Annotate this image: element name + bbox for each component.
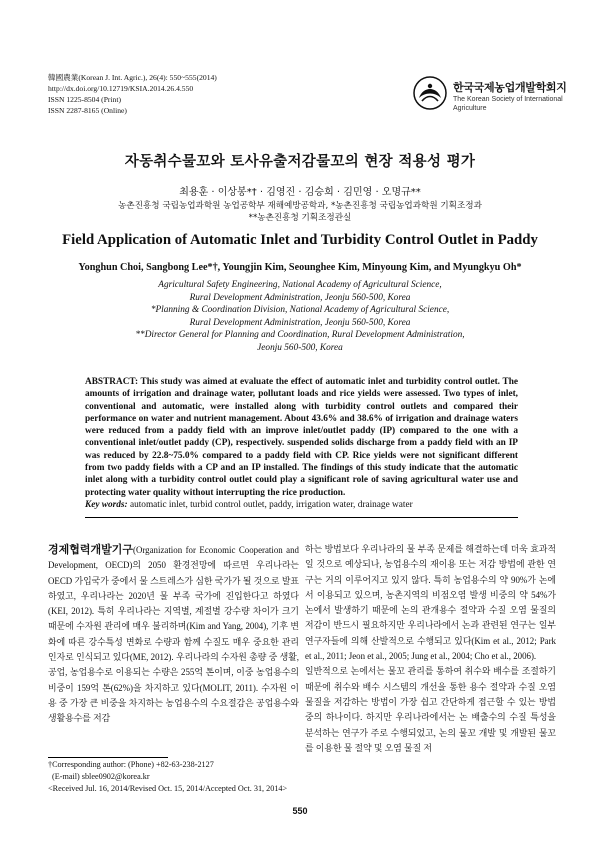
title-korean: 자동취수물꼬와 토사유출저감물꼬의 현장 적용성 평가 (124, 154, 476, 170)
received-dates: <Received Jul. 16, 2014/Revised Oct. 15, 2014/Accepted Oct. 31, 2014> (48, 784, 288, 793)
authors-korean: 최용훈 · 이상봉*† · 김영진 · 김승희 · 김민영 · 오명규** (179, 187, 421, 198)
journal-header (48, 72, 217, 116)
keywords (85, 500, 518, 510)
authors-english: Yonghun Choi, Sangbong Lee*†, Youngjin Kim, Seounghee Kim, Minyoung Kim, and Myungkyu Oh* (78, 262, 522, 273)
body-column-right: 하는 방법보다 우리나라의 물 부족 문제를 해결하는데 더욱 효과적일 것으로 예상되나, 농업용수의 재이용 또는 저감 방법에 관한 연구는 거의 이루어지고 있지 않다. 특히 농업용수의 약 90%가 논에서 이용되고 있으며, 농촌지역의 비점오염 발생 비중의 약 54%가 논에서 발생하기 때문에 논의 관개용수 절약과 수질 오염 물질의 저감이 반드시 필요하지만 우리나라에서 논과 관련된 연구는 일부 연구자들에 의해 산발적으로 수행되고 있다(Kim et al., 2012; Park et al., 2011; Jeon et al., 2005; Jung et al., 2004; Cho et al., 2006). 일반적으로 논에서는 물꼬 관리를 통하여 취수와 배수를 조절하기 때문에 취수와 배수 시스템의 개선을 통한 용수 절약과 수질 오염 물질을 저감하는 방법이 가장 쉽고 간단하게 접근할 수 있는 방법 중의 하나이다. 하지만 우리나라에서는 논 배출수의 수질 특성을 분석하는 연구가 주로 수행되었고, 논의 물꼬 개발 및 개발된 물꼬를 이용한 물 절약 및 오염 물질 저 (305, 544, 556, 753)
journal-citation: 韓國農業(Korean J. Int. Agric.), 26(4): 550~555(2014) (48, 73, 217, 82)
keywords-label: Key words: (85, 500, 128, 510)
title-english: Field Application of Automatic Inlet and Turbidity Control Outlet in Paddy (62, 232, 538, 248)
society-emblem-icon (413, 76, 447, 110)
body-column-left (48, 542, 299, 727)
society-logo (413, 76, 567, 124)
keywords-list: automatic inlet, turbid control outlet, paddy, irrigation water, drainage water (129, 500, 413, 510)
affiliations-english: Agricultural Safety Engineering, National Academy of Agricultural Science, Rural Development Administration, Jeonju 560-500, Korea *Planning & Coordination Division, National Academy of Agricultural Science, Rural Development Administration, Jeonju 560-500, Korea **Director General for Planning and Coordination, Rural Development Administration, Jeonju 560-500, Korea (135, 280, 465, 353)
society-name-en: The Korean Society of International Agriculture (453, 96, 563, 112)
author-email[interactable]: (E-mail) sblee0902@korea.kr (52, 772, 150, 781)
issn-print: ISSN 1225-8504 (Print) (48, 95, 121, 104)
abstract: ABSTRACT: This study was aimed at evaluate the effect of automatic inlet and turbidity control outlet. The amounts of irrigation and drainage water, pollutant loads and rice yields were assessed. Two types of inlet, conventional and automatic, were installed along with turbidity control outlets and compared their performance on water and nutrient management. About 43.6% and 38.6% of irrigation and drainage waters were reduced from a paddy field with an improve inlet/outlet paddy (IP) compared to the one with a conventional inlet/outlet paddy (CP), respectively. suspended solids discharge from a paddy field with an IP was reduced by 22.8~75.0% compared to a paddy field with CP. Rice yields were not significant different from two paddy fields with a CP and an IP installed. The findings of this study indicate that the automatic inlet along with a turbidity control outlet could play a significant role of saving agricultural water use and protecting water quality without interrupting the rice production. (85, 377, 518, 498)
society-name-ko: 한국국제농업개발학회지 (453, 81, 567, 94)
body-lead-term: 경제협력개발기구 (48, 543, 134, 556)
page-number: 550 (292, 806, 308, 816)
doi-link[interactable]: http://dx.doi.org/10.12719/KSIA.2014.26.4.550 (48, 84, 194, 93)
body-text-left: (Organization for Economic Cooperation and Development, OECD)의 2050 환경전망에 따르면 우리나라는 OECD 가입국가 중에서 물 스트레스가 심한 국가가 될 것으로 발표하였고, 우리나라는 2020년 물 부족 국가에 진입한다고 하였다(KEI, 2012). 특히 우리나라는 지역별, 계절별 강수량 차이가 크기 때문에 수자원 관리에 매우 불리하며(Kim and Yang, 2004), 기후 변화에 따른 강수특성 변화로 수량과 함께 수질도 매우 중요한 관리인자로 인식되고 있다(ME, 2012). 우리나라의 수자원 총량 중 생활, 공업, 농업용수로 이용되는 수량은 255억 톤이며, 이중 농업용수의 비중이 159억 톤(62%)을 차지하고 있다(MOLIT, 2011). 수자원 이용 중 가장 큰 비중을 차지하는 농업용수의 수요절감은 공업용수와 생활용수를 저감 (48, 545, 299, 724)
footnote (48, 759, 348, 795)
issn-online: ISSN 2287-8165 (Online) (48, 106, 127, 115)
abstract-divider (85, 517, 518, 518)
footnote-divider (48, 757, 168, 758)
corresponding-author: †Corresponding author: (Phone) +82-63-238-2127 (48, 760, 214, 769)
affiliations-korean: 농촌진흥청 국립농업과학원 농업공학부 재해예방공학과, *농촌진흥청 국립농업과학원 기획조정과 **농촌진흥청 기획조정관실 (118, 201, 482, 223)
